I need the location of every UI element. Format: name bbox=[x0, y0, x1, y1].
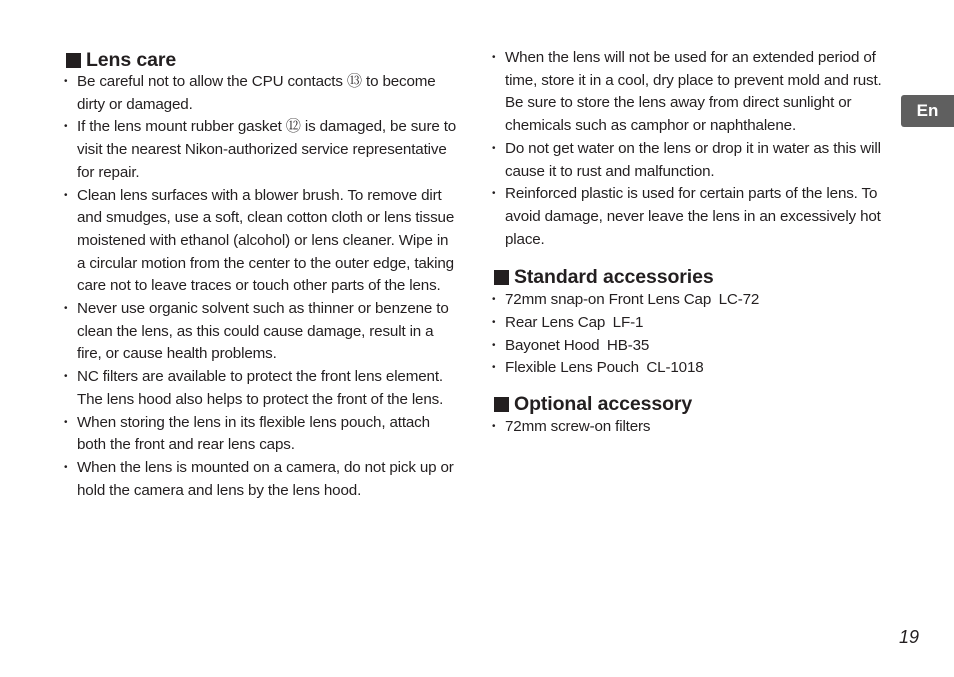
list-item: • When storing the lens in its flexible lens pouch, attach both the front and rear lens caps. bbox=[64, 412, 460, 457]
right-column bbox=[492, 48, 890, 439]
list-item: • Flexible Lens Pouch CL-1018 bbox=[492, 357, 890, 380]
left-column bbox=[64, 48, 460, 502]
list-item: • Bayonet Hood HB-35 bbox=[492, 335, 890, 358]
standard-accessories-list bbox=[492, 289, 890, 380]
section-square-icon bbox=[494, 397, 509, 412]
standard-accessories-heading bbox=[492, 265, 890, 289]
language-tab: En bbox=[901, 95, 954, 127]
list-item: • Clean lens surfaces with a blower brush. To remove dirt and smudges, use a soft, clean cotton cloth or lens tissue moistened with ethanol (alcohol) or lens cleaner. Wipe in a circular motion from the center to the outer edge, taking care not to leave traces or touch other parts of the lens. bbox=[64, 185, 460, 299]
list-item: • Never use organic solvent such as thinner or benzene to clean the lens, as this could cause damage, result in a fire, or cause health problems. bbox=[64, 298, 460, 366]
optional-accessory-heading bbox=[492, 392, 890, 416]
page-number: 19 bbox=[899, 627, 920, 647]
lens-care-list bbox=[64, 71, 460, 502]
lens-care-heading-text: Lens care bbox=[86, 49, 177, 71]
list-item: • When the lens is mounted on a camera, do not pick up or hold the camera and lens by the lens hood. bbox=[64, 457, 460, 502]
lens-care-list-continued bbox=[492, 47, 890, 251]
list-item: • If the lens mount rubber gasket ⑫ is damaged, be sure to visit the nearest Nikon-authorized service representative for repair. bbox=[64, 116, 460, 184]
list-item: • Rear Lens Cap LF-1 bbox=[492, 312, 890, 335]
list-item: • Reinforced plastic is used for certain parts of the lens. To avoid damage, never leave the lens in an excessively hot place. bbox=[492, 183, 890, 251]
lens-care-heading bbox=[64, 48, 460, 72]
list-item: • 72mm snap-on Front Lens Cap LC-72 bbox=[492, 289, 890, 312]
list-item: • Be careful not to allow the CPU contacts ⑬ to become dirty or damaged. bbox=[64, 71, 460, 116]
section-square-icon bbox=[66, 53, 81, 68]
section-square-icon bbox=[494, 270, 509, 285]
optional-accessory-heading-text: Optional accessory bbox=[514, 393, 693, 416]
optional-accessory-list bbox=[492, 416, 890, 439]
spacer bbox=[492, 380, 890, 392]
list-item: • Do not get water on the lens or drop it in water as this will cause it to rust and malfunction. bbox=[492, 138, 890, 183]
list-item: • When the lens will not be used for an extended period of time, store it in a cool, dry place to prevent mold and rust. Be sure to store the lens away from direct sunlight or chemicals such as camphor or naphthalene. bbox=[492, 47, 890, 138]
spacer bbox=[492, 251, 890, 265]
standard-accessories-heading-text: Standard accessories bbox=[514, 266, 714, 289]
list-item: • NC filters are available to protect the front lens element. The lens hood also helps to protect the front of the lens. bbox=[64, 366, 460, 411]
list-item: • 72mm screw-on filters bbox=[492, 416, 890, 439]
